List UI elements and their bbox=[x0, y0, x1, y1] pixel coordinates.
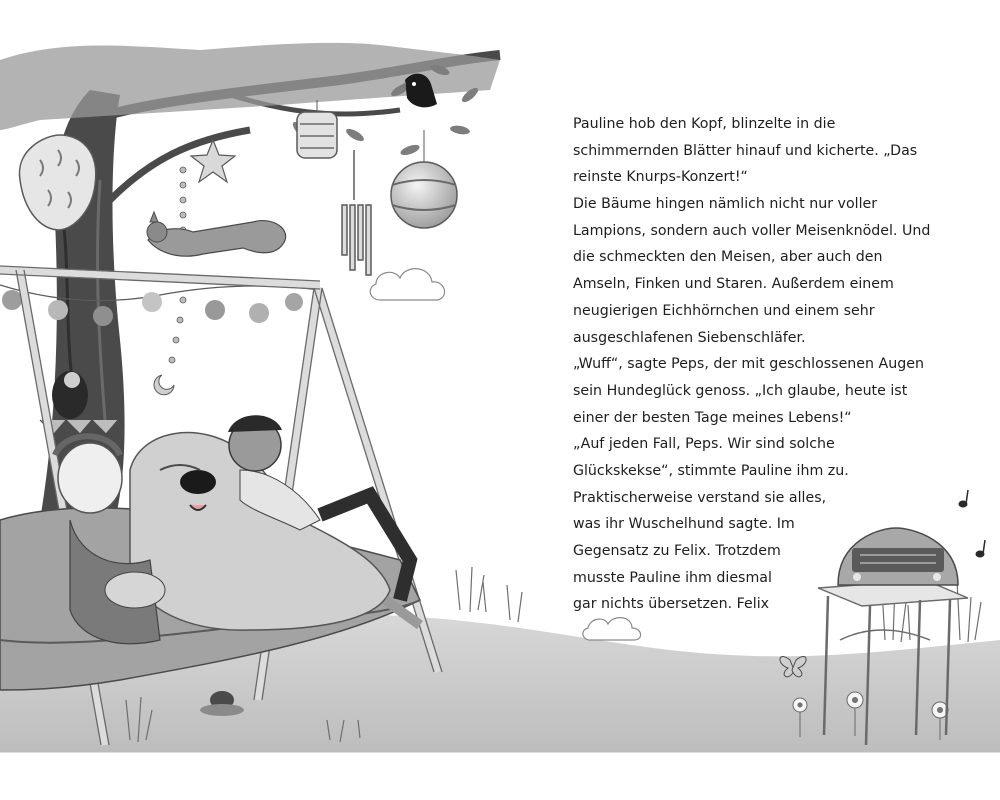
story-line: Pauline hob den Kopf, blinzelte in die bbox=[573, 116, 836, 132]
story-line: was ihr Wuschelhund sagte. Im bbox=[573, 516, 795, 533]
story-line: gar nichts übersetzen. Felix bbox=[573, 596, 770, 613]
lantern-icon bbox=[391, 130, 457, 228]
lantern-icon bbox=[297, 100, 337, 158]
story-line: „Wuff“, sagte Peps, der mit geschlossenen Augen bbox=[573, 356, 924, 373]
story-line: „Auf jeden Fall, Peps. Wir sind solche bbox=[573, 436, 835, 453]
cloud-icon bbox=[370, 269, 444, 300]
moon-icon bbox=[154, 375, 174, 395]
story-line: Glückskekse“, stimmte Pauline ihm zu. bbox=[573, 462, 849, 479]
story-line: sein Hundeglück genoss. „Ich glaube, heute ist bbox=[573, 382, 908, 399]
story-text bbox=[573, 111, 933, 618]
story-line: ausgeschlafenen Siebenschläfer. bbox=[573, 329, 806, 346]
story-line: einer der besten Tage meines Lebens!“ bbox=[573, 409, 852, 426]
story-line: die schmeckten den Meisen, aber auch den bbox=[573, 249, 883, 266]
wind-chime bbox=[342, 150, 371, 275]
music-note-icon bbox=[959, 490, 985, 557]
story-line: Lampions, sondern auch voller Meisenknödel. Und bbox=[573, 222, 931, 239]
bead-chain bbox=[169, 167, 186, 363]
story-line: Die Bäume hingen nämlich nicht nur voller bbox=[573, 196, 878, 213]
story-line: reinste Knurps-Konzert!“ bbox=[573, 169, 748, 186]
story-line: neugierigen Eichhörnchen und einem sehr bbox=[573, 302, 875, 319]
cloud-icon bbox=[583, 618, 641, 640]
story-line: Gegensatz zu Felix. Trotzdem bbox=[573, 543, 781, 559]
story-line: Praktischerweise verstand sie alles, bbox=[573, 489, 827, 506]
squirrel-icon bbox=[147, 212, 286, 256]
story-line: musste Pauline ihm diesmal bbox=[573, 569, 772, 586]
story-line: Amseln, Finken und Staren. Außerdem einem bbox=[573, 276, 894, 293]
story-line: schimmernden Blätter hinauf und kicherte. „Das bbox=[573, 142, 918, 159]
